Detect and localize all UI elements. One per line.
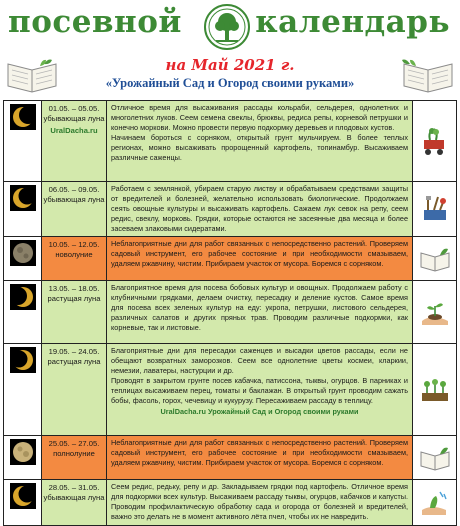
- waning-crescent-moon-icon: [10, 185, 36, 211]
- advice-text: [107, 237, 413, 280]
- moon-phase: растущая луна: [47, 357, 101, 366]
- advice-paragraph: Благоприятное время для посева бобовых культур и овощных. Продолжаем работу с клубничными грядками, делаем очистку, пересадку и деление кустов. Самое время для посева всех зеленых культур на еду: укропа, петрушки, листового сельдерея, различных салатов и других пряных трав. Проводим различные подкормки, как корневые, так и листовые.: [111, 283, 408, 332]
- advice-paragraph: Проводят в закрытом грунте посев кабачка, патиссона, тыквы, огурцов. В парниках и теплицах высаживаем перец, томаты и баклажан. В открытый грунт проводим сажать бобы, фасоль, горох, чечевицу и кукурузу. Пересаживаем рассаду в теплицу.: [111, 376, 408, 405]
- date-cell: [42, 237, 107, 280]
- moon-cell: [4, 237, 42, 280]
- seed-book-icon: [418, 245, 452, 273]
- moon-cell: [4, 281, 42, 343]
- moon-phase: убывающая луна: [43, 195, 105, 204]
- hand-sprout-icon: [418, 297, 452, 327]
- date-cell: [42, 182, 107, 236]
- table-row: [3, 281, 457, 344]
- advice-text: [107, 281, 413, 343]
- date-range: 25.05. – 27.05.: [48, 439, 100, 448]
- advice-paragraph: Неблагоприятные дни для работ связанных с непосредственно растений. Проверяем садовый инструмент, его рабочее состояние и при необходимости смазываем, удаляем ржавчину, чистим. Прибираем участок от мусора. Боремся с сорняком.: [111, 239, 408, 268]
- full-moon-icon: [10, 439, 36, 465]
- advice-paragraph: Начинаем бороться с сорняком, открытый грунт мульчируем. В более теплых регионах, можно высаживать пророщенный картофель, топинамбур. Высаживаем различные саженцы.: [111, 133, 408, 162]
- table-row: [3, 480, 457, 526]
- date-range: 06.05. – 09.05.: [48, 185, 100, 194]
- table-row: [3, 237, 457, 281]
- moon-cell: [4, 101, 42, 181]
- table-row: [3, 344, 457, 436]
- date-range: 28.05. – 31.05.: [48, 483, 100, 492]
- date-cell: [42, 436, 107, 479]
- site-link[interactable]: UralDacha.ru: [50, 126, 98, 135]
- advice-text: [107, 480, 413, 525]
- table-row: [3, 101, 457, 182]
- table-row: [3, 436, 457, 480]
- seedling-cart-icon: [418, 126, 452, 156]
- moon-phase: убывающая луна: [43, 493, 105, 502]
- date-range: 10.05. – 12.05.: [48, 240, 100, 249]
- moon-phase: новолуние: [55, 250, 93, 259]
- waxing-crescent-moon-icon: [10, 284, 36, 310]
- action-cell: [413, 480, 456, 525]
- advice-paragraph: Отличное время для высаживания рассады кольраби, сельдерея, однолетних и многолетних луков. Сеем семена свеклы, брюквы, редиса репы, корневой петрушки и конечно моркови. Можно провести первую подкормку деревьев и плодовых кустов.: [111, 103, 408, 132]
- moon-cell: [4, 344, 42, 435]
- date-cell: [42, 101, 107, 181]
- advice-text: [107, 436, 413, 479]
- advice-paragraph: Неблагоприятные дни для работ связанных с непосредственно растений. Проверяем садовый инструмент, его рабочее состояние и при необходимости смазываем, удаляем ржавчину, чистим. Прибираем участок от мусора. Боремся с сорняком.: [111, 438, 408, 467]
- moon-phase: растущая луна: [47, 294, 101, 303]
- date-range: 13.05. – 18.05.: [48, 284, 100, 293]
- advice-text: [107, 344, 413, 435]
- title-right: календарь: [255, 4, 450, 40]
- waning-crescent-moon-icon: [10, 483, 36, 509]
- date-cell: [42, 281, 107, 343]
- date-range: 19.05. – 24.05.: [48, 347, 100, 356]
- action-cell: [413, 182, 456, 236]
- watering-hand-icon: [418, 488, 452, 518]
- action-cell: [413, 237, 456, 280]
- advice-paragraph: Благоприятные дни для пересадки саженцев и высадки цветов рассады, если не обещают возвратных заморозков. Сеем все однолетние цветы космеи, кларкии, немезии, лаватеры, настурции и др.: [111, 346, 408, 375]
- seedling-tray-icon: [418, 375, 452, 405]
- action-cell: [413, 281, 456, 343]
- open-book-icon: [400, 56, 456, 96]
- action-cell: [413, 344, 456, 435]
- tree-logo-icon: [204, 4, 250, 50]
- header: [0, 0, 460, 90]
- date-range: 01.05. – 05.05.: [48, 104, 100, 113]
- waxing-crescent-moon-icon: [10, 347, 36, 373]
- advice-paragraph: Сеем редис, редьку, репу и др. Закладываем грядки под картофель. Отличное время для подкормки всех культур. Высаживаем рассаду тыквы, огурцов, кабачков и капусты. Проводим профилактическую обработку сада и огорода от болезней и вредителей, важно это делать не в момент активного лёта пчел, чтобы их не навредить.: [111, 482, 408, 521]
- action-cell: [413, 101, 456, 181]
- moon-cell: [4, 480, 42, 525]
- seed-book-icon: [418, 444, 452, 472]
- date-cell: [42, 480, 107, 525]
- date-cell: [42, 344, 107, 435]
- new-moon-icon: [10, 240, 36, 266]
- site-footer: UralDacha.ru Урожайный Сад и Огород своими руками: [160, 407, 359, 416]
- moon-cell: [4, 182, 42, 236]
- calendar-table: [3, 100, 457, 526]
- title-left: посевной: [8, 4, 182, 40]
- moon-cell: [4, 436, 42, 479]
- garden-tools-icon: [418, 194, 452, 224]
- advice-text: [107, 101, 413, 181]
- moon-phase: убывающая луна: [43, 114, 105, 123]
- slogan: «Урожайный Сад и Огород своими руками»: [105, 76, 355, 90]
- action-cell: [413, 436, 456, 479]
- waning-crescent-moon-icon: [10, 104, 36, 130]
- table-row: [3, 182, 457, 237]
- moon-phase: полнолуние: [53, 449, 95, 458]
- month-heading: на Май 2021 г.: [165, 56, 295, 74]
- advice-text: [107, 182, 413, 236]
- advice-paragraph: Работаем с землянкой, убираем старую листву и обрабатываем средствами защиты от вредителей и болезней, желательно использовать биологические. Продолжаем сеять овощные культуры и высаживать картофель. Сажаем лук севок на репу, сеем редис, свеклу, морковь. Грядки, которые остаются не засеянные два месяца и более засеваем злаковыми сидератами.: [111, 184, 408, 233]
